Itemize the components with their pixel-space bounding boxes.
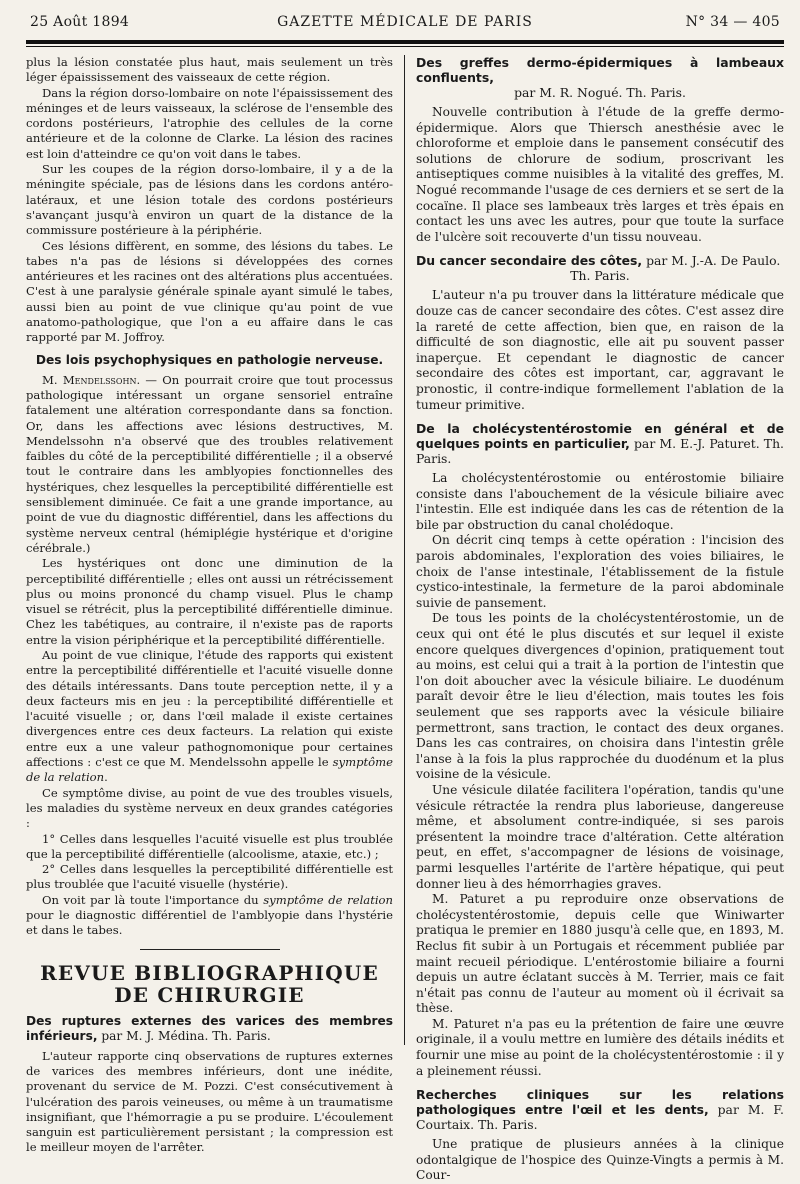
section-title-line: DE CHIRURGIE xyxy=(114,982,305,1007)
italic-term: symptôme de la relation xyxy=(26,755,393,785)
text-columns xyxy=(26,55,784,1183)
paragraph: L'auteur rapporte cinq observations de ruptures externes de varices des membres inférieurs, dont une inédite, provenant du service de M. Pozzi. C'est consécutivement à l'ulcération des parois veineuses, ou même à un traumatisme insignifiant, que l'hémorragie a pu se produire. L'écoulement sanguin est particulièrement persistant ; la compression est le meilleur moyen de l'arrêter. xyxy=(26,1048,393,1155)
paragraph: Sur les coupes de la région dorso-lombaire, il y a de la méningite spéciale, pas de lésions dans les cordons antéro-latéraux, et une lésion totale des cordons postérieurs s'avançant jusqu'à environ un quart de la distance de la commissure postérieure à la périphérie. xyxy=(26,162,393,238)
article-heading-text: Des greffes dermo-épidermiques à lambeaux confluents, xyxy=(416,55,784,85)
header-rule-thick xyxy=(26,40,784,44)
paragraph: L'auteur n'a pu trouver dans la littérature médicale que douze cas de cancer secondaire des côtes. C'est assez dire la rareté de cette affection, bien que, en raison de la difficulté de son diagnostic, elle ait pu souvent passer inaperçue. Et cependant le diagnostic de cancer secondaire des côtes est important, car, aggravant le pronostic, il contre-indique formellement l'ablation de la tumeur primitive. xyxy=(416,288,784,412)
paragraph: 2° Celles dans lesquelles la perceptibilité différentielle est plus troublée que l'acuité visuelle (hystérie). xyxy=(26,862,393,892)
running-head xyxy=(26,8,784,32)
article-heading-varices xyxy=(26,1014,393,1044)
article-heading-text: Des ruptures externes des varices des membres inférieurs, xyxy=(26,1013,393,1043)
paragraph: M. Paturet a pu reproduire onze observations de cholécystentérostomie, depuis celle que Winiwarter pratiqua le premier en 1880 jusqu'à celle que, en 1893, M. Reclus fit subir à un Portugais et récemment publiée par maint recueil périodique. L'entérostomie biliaire a fourni depuis un autre éclatant succès à M. Terrier, mais ce fait n'était pas connu de l'auteur au moment où il écrivait sa thèse. xyxy=(416,892,784,1016)
paragraph: Nouvelle contribution à l'étude de la greffe dermo-épidermique. Alors que Thiersch anesthésie avec le chloroforme et emploie dans le pansement consécutif des solutions de chlorure de sodium, proscrivant les antiseptiques comme nuisibles à la vitalité des greffes, M. Nogué recommande l'usage de ces derniers et se sert de la cocaïne. Il place ses lambeaux très larges et très épais en contact les uns avec les autres, pour que toute la surface de l'ulcère soit recouverte d'un tissu nouveau. xyxy=(416,105,784,244)
paragraph: La cholécystentérostomie ou entérostomie biliaire consiste dans l'abouchement de la vésicule biliaire avec l'intestin. Elle est indiquée dans les cas de rétention de la bile par obstruction du canal cholédoque. xyxy=(416,471,784,532)
paragraph-text: On voit par là toute l'importance du xyxy=(42,892,264,907)
article-author: par M. F. Courtaix. Th. Paris. xyxy=(416,1102,784,1133)
article-author-thesis: Th. Paris. xyxy=(570,268,630,284)
speaker-name: M. Mendelssohn. xyxy=(42,372,141,387)
section-title-line: REVUE BIBLIOGRAPHIQUE xyxy=(40,960,379,985)
article-heading-greffes xyxy=(416,55,784,100)
paragraph xyxy=(26,373,393,557)
article-author: par M. E.-J. Paturet. Th. Paris. xyxy=(416,436,784,467)
column-divider xyxy=(404,55,405,1045)
article-heading-text: Recherches cliniques sur les relations pathologiques entre l'œil et les dents, xyxy=(416,1087,784,1118)
paragraph-text: Au point de vue clinique, l'étude des rapports qui existent entre la perceptibilité différentielle et l'acuité visuelle donne des détails intéressants. Dans toute perception nette, il y a deux facteurs mis en jeu : la perceptibilité différentielle et l'acuité visuelle ; or, dans l'œil malade il existe certaines divergences entre ces deux facteurs. La relation qui existe entre eux a une valeur pathognomonique pour certaines affections : c'est ce que M. Mendelssohn appelle le xyxy=(26,647,393,770)
section-rule xyxy=(140,949,280,950)
header-rule-thin xyxy=(26,46,784,47)
paragraph: Ce symptôme divise, au point de vue des troubles visuels, les maladies du système nerveux en deux grandes catégories : xyxy=(26,785,393,831)
paragraph: Les hystériques ont donc une diminution de la perceptibilité différentielle ; elles ont aussi un rétrécissement plus ou moins prononcé du champ visuel. Plus le champ visuel se rétrécit, plus la perceptibilité différentielle diminue. Chez les tabétiques, au contraire, il n'existe pas de raports entre la vision périphérique et la perceptibilité différentielle. xyxy=(26,556,393,647)
paragraph xyxy=(26,648,393,786)
paragraph: Une vésicule dilatée facilitera l'opération, tandis qu'une vésicule rétractée la rendra plus laborieuse, dangereuse même, et absolument contre-indiquée, si ses parois présentent la moindre trace d'altération. Cette altération peut, en effet, s'accompagner de lésions de voisinage, parmi lesquelles l'artérite de l'artère hépatique, qui peut donner lieu à des hémorrhagies graves. xyxy=(416,782,784,891)
right-column xyxy=(416,55,784,1183)
article-heading-cholecyst xyxy=(416,421,784,466)
article-heading-cancer xyxy=(416,253,784,283)
paragraph-text: pour le diagnostic différentiel de l'amblyopie dans l'hystérie et dans le tabes. xyxy=(26,908,393,938)
article-heading-text: Du cancer secondaire des côtes, xyxy=(416,253,643,269)
article-heading-text: De la cholécystentérostomie en général et de quelques points en particulier, xyxy=(416,421,784,452)
paragraph: De tous les points de la cholécystentérostomie, un de ceux qui ont été le plus discutés et sur lequel il existe encore quelques divergences d'opinion, pratiquement tout au moins, est celui qui a trait à la portion de l'intestin que l'on doit aboucher avec la vésicule biliaire. Le duodénum paraît devoir être le lieu d'élection, mais toutes les fois seulement que ses rapports avec la vésicule biliaire permettront, sans traction, le contact des deux organes. Dans les cas contraires, on choisira dans l'intestin grêle l'anse à la fois la plus rapprochée du duodénum et la plus voisine de la vésicule. xyxy=(416,611,784,782)
paragraph: Dans la région dorso-lombaire on note l'épaississement des méninges et de leurs vaisseaux, la sclérose de l'ensemble des cordons postérieurs, l'atrophie des cellules de la corne antérieure et de la colonne de Clarke. La lésion des racines est loin d'atteindre ce qu'on voit dans le tabes. xyxy=(26,85,393,161)
paragraph: Une pratique de plusieurs années à la clinique odontalgique de l'hospice des Quinze-Vingts a permis à M. Cour- xyxy=(416,1137,784,1183)
section-title xyxy=(26,962,393,1006)
paragraph: Ces lésions diffèrent, en somme, des lésions du tabes. Le tabes n'a pas de lésions si développées des cornes antérieures et les racines ont des altérations plus accentuées. C'est à une paralysie générale spinale ayant simulé le tabes, aussi bien au point de vue clinique qu'au point de vue anatomo-pathologique, que l'on a eu affaire dans le cas rapporté par M. Joffroy. xyxy=(26,238,393,345)
page-number: N° 34 — 405 xyxy=(685,14,780,30)
article-heading-psychophysics: Des lois psychophysiques en pathologie nerveuse. xyxy=(35,352,384,367)
paragraph: On décrit cinq temps à cette opération : l'incision des parois abdominales, l'exploration des voies biliaires, le choix de l'anse intestinale, l'établissement de la fistule cystico-intestinale, la fermeture de la paroi abdominale suivie de pansement. xyxy=(416,533,784,610)
paragraph: M. Paturet n'a pas eu la prétention de faire une œuvre originale, il a voulu mettre en lumière des détails inédits et fournir une mise au point de la cholécystentérostomie : il y a pleinement réussi. xyxy=(416,1016,784,1078)
issue-date: 25 Août 1894 xyxy=(30,14,130,30)
paragraph xyxy=(26,893,393,939)
paragraph-text: . xyxy=(104,770,108,785)
left-column xyxy=(26,55,394,1155)
article-author: par M. J. Médina. Th. Paris. xyxy=(97,1028,271,1043)
paragraph: 1° Celles dans lesquelles l'acuité visuelle est plus troublée que la perceptibilité différentielle (alcoolisme, ataxie, etc.) ; xyxy=(26,831,393,861)
article-heading-oeil xyxy=(416,1087,784,1132)
article-author: par M. R. Nogué. Th. Paris. xyxy=(514,85,686,100)
paragraph: plus la lésion constatée plus haut, mais seulement un très léger épaississement des vaisseaux de cette région. xyxy=(26,55,393,85)
journal-title: GAZETTE MÉDICALE DE PARIS xyxy=(277,14,533,30)
article-author: par M. J.-A. De Paulo. xyxy=(642,253,781,269)
newspaper-page xyxy=(26,8,784,1183)
italic-term: symptôme de relation xyxy=(263,892,394,907)
paragraph-text: — On pourrait croire que tout processus pathologique intéressant un organe sensoriel entraîne fatalement une altération correspondante dans sa fonction. Or, dans les affections avec lésions destructives, M. Mendelssohn n'a observé que des troubles relativement faibles du côté de la perceptibilité différentielle ; il a observé tout le contraire dans les amblyopies fonctionnelles des hystériques, chez lesquelles la perceptibilité différentielle est sensiblement diminuée. Ce fait a une grande importance, au point de vue du diagnostic différentiel, dans les affections du système nerveux central (hémiplégie hystérique et d'origine cérébrale.) xyxy=(26,372,393,555)
